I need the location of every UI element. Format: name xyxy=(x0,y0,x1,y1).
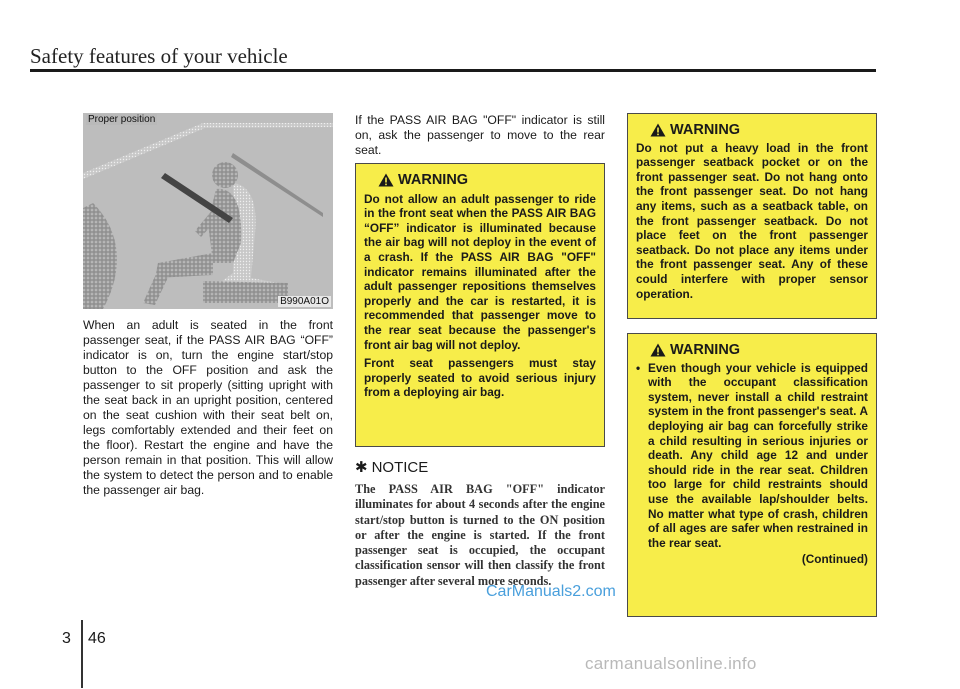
warning-header xyxy=(650,343,868,358)
page-header-title: Safety features of your vehicle xyxy=(30,44,288,68)
watermark-carmanualsonline: carmanualsonline.info xyxy=(585,654,757,673)
warning-title: WARNING xyxy=(670,122,741,138)
figure-code: B990A01O xyxy=(280,296,329,307)
left-column-paragraph: When an adult is seated in the front passenger seat, if the PASS AIR BAG “OFF” indicator is on, turn the engine start/stop button to the OFF position and ask the passenger to sit properly (sitting upright with the seat back in an upright position, centered on the seat cushion with their seat belt on, legs comfortably extended and their feet on the floor). Restart the engine and have the person remain in that position. This will allow the system to detect the person and to enable the passenger air bag. xyxy=(83,318,333,497)
warning-text-2: Front seat passengers must stay properly seated to avoid serious injury from a deploying air bag. xyxy=(364,356,596,400)
warning-triangle-icon xyxy=(650,343,666,357)
warning-box-seatback-load xyxy=(627,113,877,319)
warning-text: Do not put a heavy load in the front passenger seatback pocket or on the front passenger seat. Do not hang onto the front passenger seat. Do not hang any items, such as a seatback table, on the front passenger seatback. Do not place feet on the front passenger seatback. Do not place any items under the front passenger seat. Any of these could interfere with proper sensor operation. xyxy=(636,140,868,301)
middle-column-paragraph: If the PASS AIR BAG "OFF" indicator is still on, ask the passenger to move to the rear seat. xyxy=(355,113,605,157)
seated-passenger-illustration xyxy=(83,113,333,309)
proper-position-figure xyxy=(83,113,333,309)
watermark-carmanuals2: CarManuals2.com xyxy=(486,583,616,600)
warning-bullet-item: • Even though your vehicle is equipped with the occupant classification system, never install a child restraint system in the front passenger's seat. A deploying air bag can forcefully strike a child resulting in serious injuries or death. Any child age 12 and under should ride in the rear seat. Children too large for child restraints should use the available lap/shoulder belts. No matter what type of crash, children of all ages are safer when restrained in the rear seat. xyxy=(636,361,868,551)
continued-label: (Continued) xyxy=(801,552,868,567)
warning-triangle-icon xyxy=(650,123,666,137)
figure-caption: Proper position xyxy=(88,114,156,125)
notice-title xyxy=(355,458,428,476)
warning-text-1: Do not allow an adult passenger to ride in the front seat when the PASS AIR BAG “OFF” indicator is illuminated because the air bag will not deploy in the event of a crash. If the PASS AIR BAG "OFF" indicator remains illuminated after the adult passenger repositions themselves properly and the car is restarted, it is recommended that passenger move to the rear seat because the passenger's front air bag will not deploy. xyxy=(364,191,596,352)
warning-box-child-restraint xyxy=(627,333,877,617)
notice-body: The PASS AIR BAG "OFF" indicator illuminates for about 4 seconds after the engine start/stop button is turned to the ON position or after the engine is started. If the front passenger seat is occupied, the occupant classification sensor will then classify the front passenger after several more seconds. xyxy=(355,482,605,588)
warning-header xyxy=(378,173,596,188)
warning-header xyxy=(650,123,868,138)
section-number: 3 xyxy=(62,630,71,647)
page-number: 46 xyxy=(88,630,106,647)
header-rule xyxy=(30,69,876,72)
page-number-rule xyxy=(81,620,83,688)
warning-box-adult-passenger xyxy=(355,163,605,447)
passenger-head-shape xyxy=(212,162,238,188)
notice-star-icon: ✱ xyxy=(355,459,368,476)
warning-title: WARNING xyxy=(398,172,469,188)
warning-triangle-icon xyxy=(378,173,394,187)
warning-bullet-list xyxy=(636,361,868,551)
notice-title-label: NOTICE xyxy=(371,458,429,476)
warning-title: WARNING xyxy=(670,342,741,358)
